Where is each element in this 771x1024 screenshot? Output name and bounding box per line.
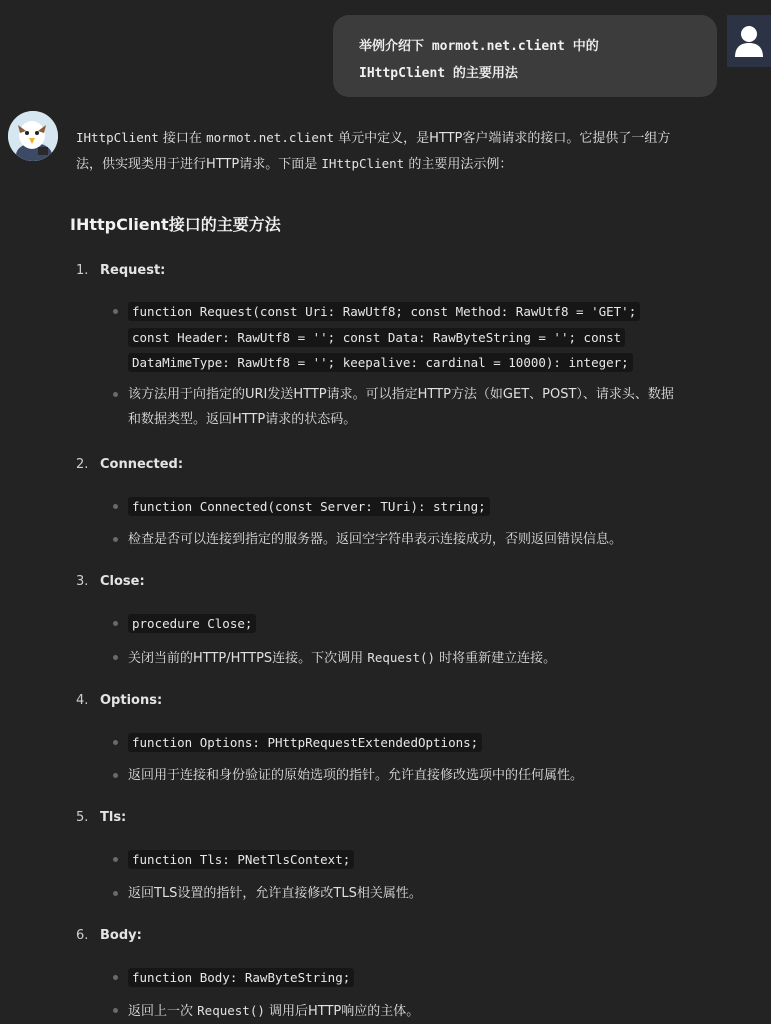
method-name: Close: (100, 574, 145, 589)
code-block (76, 494, 746, 520)
user-avatar[interactable] (727, 15, 771, 67)
code-line: const Header: RawUtf8 = ''; const Data: RawByteString = ''; const (128, 325, 746, 351)
bullet (113, 392, 118, 397)
assistant-avatar (8, 111, 58, 161)
inline-code: IHttpClient (76, 130, 159, 145)
method-item-close (76, 568, 746, 671)
bullet (113, 975, 118, 980)
user-message-line2: IHttpClient 的主要用法 (359, 66, 518, 81)
bullet (113, 621, 118, 626)
code-line: function Tls: PNetTlsContext; (128, 847, 746, 873)
bullet (113, 309, 118, 314)
code-block (76, 847, 746, 873)
inline-code: mormot.net.client (206, 130, 334, 145)
method-item-tls (76, 804, 746, 906)
code-block (76, 299, 746, 376)
code-block (76, 611, 746, 637)
item-number: 4. (76, 692, 89, 708)
method-name: Options: (100, 692, 163, 708)
intro-text: 法，供实现类用于进行HTTP请求。下面是 (76, 157, 322, 172)
code-line: function Connected(const Server: TUri): string; (128, 494, 746, 520)
bullet (113, 1008, 118, 1013)
desc-line: 和数据类型。返回HTTP请求的状态码。 (128, 411, 357, 427)
inline-code: Request() (367, 649, 436, 665)
user-icon (734, 24, 764, 58)
code-line: function Options: PHttpRequestExtendedOptions; (128, 730, 746, 756)
desc-line: 返回上一次 Request() 调用后HTTP响应的主体。 (128, 1003, 420, 1019)
intro-text: 单元中定义，是HTTP客户端请求的接口。它提供了一组方 (334, 131, 671, 146)
bullet (113, 740, 118, 745)
bullet (113, 857, 118, 862)
desc-line: 返回用于连接和身份验证的原始选项的指针。允许直接修改选项中的任何属性。 (128, 768, 584, 783)
desc-line: 检查是否可以连接到指定的服务器。返回空字符串表示连接成功，否则返回错误信息。 (128, 532, 623, 547)
method-item-options (76, 687, 746, 789)
method-item-request (76, 257, 746, 432)
code-line: DataMimeType: RawUtf8 = ''; keepalive: cardinal = 10000): integer; (128, 350, 746, 376)
desc-line: 该方法用于向指定的URI发送HTTP请求。可以指定HTTP方法（如GET、POST）、请求头、数据 (128, 386, 674, 402)
intro-text: 接口在 (158, 131, 207, 146)
intro-paragraph (76, 125, 746, 177)
desc-line: 关闭当前的HTTP/HTTPS连接。下次调用 Request() 时将重新建立连接。 (128, 649, 557, 666)
method-name: Connected: (100, 456, 184, 472)
item-number: 6. (76, 927, 89, 943)
item-number: 1. (76, 263, 89, 278)
bullet (113, 537, 118, 542)
method-item-body (76, 922, 746, 1024)
user-message-bubble (333, 15, 717, 97)
item-number: 5. (76, 810, 89, 825)
code-line: function Request(const Uri: RawUtf8; const Method: RawUtf8 = 'GET'; (128, 299, 746, 325)
item-number: 2. (76, 456, 89, 472)
desc-line: 返回TLS设置的指针，允许直接修改TLS相关属性。 (128, 885, 422, 901)
eagle-mascot-icon (8, 111, 58, 161)
method-description (76, 527, 746, 552)
method-description (76, 382, 746, 432)
inline-code: Request() (197, 1003, 265, 1018)
bullet (113, 891, 118, 896)
inline-code: IHttpClient (321, 156, 405, 171)
code-block (76, 965, 746, 991)
code-line: procedure Close; (128, 611, 746, 637)
method-item-connected (76, 451, 746, 553)
item-number: 3. (76, 574, 89, 589)
bullet (113, 655, 118, 660)
section-heading: IHttpClient接口的主要方法 (70, 215, 281, 234)
code-line: function Body: RawByteString; (128, 965, 746, 991)
assistant-message (70, 122, 746, 1024)
method-description (76, 998, 746, 1024)
intro-text: 的主要用法示例： (404, 157, 513, 172)
bullet (113, 773, 118, 778)
method-name: Request: (100, 263, 166, 278)
code-block (76, 730, 746, 756)
method-description (76, 763, 746, 788)
method-description (76, 645, 746, 671)
user-message-line1: 举例介绍下 mormot.net.client 中的 (359, 39, 599, 54)
method-name: Tls: (100, 810, 127, 825)
method-description (76, 881, 746, 906)
bullet (113, 504, 118, 509)
method-name: Body: (100, 927, 142, 943)
